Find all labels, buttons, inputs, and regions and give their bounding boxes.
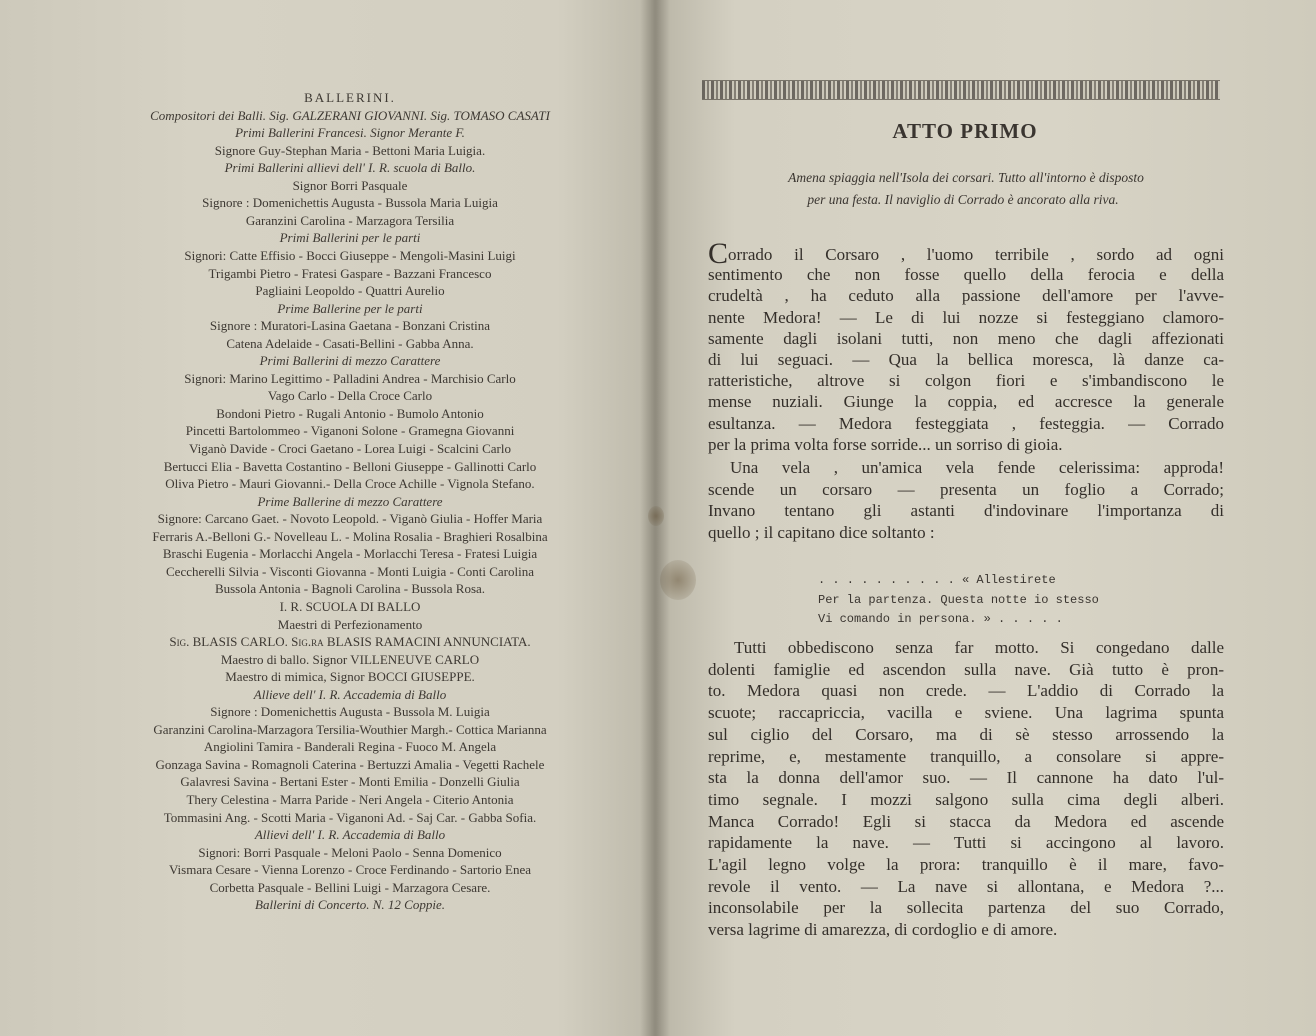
body-text-line: esultanza. — Medora festeggiata , festeggia. — Corrado bbox=[708, 413, 1224, 433]
cast-line: Maestro di ballo. Signor VILLENEUVE CARLO bbox=[220, 652, 480, 667]
body-text-line: crudeltà , ha ceduto alla passione dell'amore per l'avve- bbox=[708, 286, 1224, 306]
cast-line: Primi Ballerini allievi dell' I. R. scuola di Ballo. bbox=[224, 160, 476, 175]
body-text-line: di lui seguaci. — Qua la bellica moresca, là danze ca- bbox=[708, 350, 1224, 369]
cast-line: Signori: Marino Legittimo - Palladini Andrea - Marchisio Carlo bbox=[184, 371, 516, 386]
body-text-line: scende un corsaro — presenta un foglio a Corrado; bbox=[708, 480, 1224, 499]
cast-line: Signori: Borri Pasquale - Meloni Paolo - Senna Domenico bbox=[198, 845, 502, 860]
cast-line: Braschi Eugenia - Morlacchi Angela - Morlacchi Teresa - Fratesi Luigia bbox=[162, 546, 538, 561]
cast-line: Vago Carlo - Della Croce Carlo bbox=[267, 388, 433, 403]
cast-line: Primi Ballerini Francesi. Signor Merante F. bbox=[235, 125, 465, 140]
verse-line: . . . . . . . . . . « Allestirete bbox=[818, 573, 1056, 587]
section-heading: BALLERINI. bbox=[304, 90, 396, 105]
cast-line: Angiolini Tamira - Banderali Regina - Fuoco M. Angela bbox=[203, 739, 497, 754]
cast-line: Corbetta Pasquale - Bellini Luigi - Marzagora Cesare. bbox=[209, 880, 491, 895]
ornamental-header-band bbox=[702, 80, 1220, 100]
cast-line: Prime Ballerine per le parti bbox=[277, 301, 423, 316]
cast-line: Garanzini Carolina - Marzagora Tersilia bbox=[245, 213, 455, 228]
cast-line: Bussola Antonia - Bagnoli Carolina - Bussola Rosa. bbox=[214, 581, 486, 596]
cast-line: Gonzaga Savina - Romagnoli Caterina - Bertuzzi Amalia - Vegetti Rachele bbox=[155, 757, 545, 772]
body-text-line: per la prima volta forse sorride... un sorriso di gioia. bbox=[708, 434, 1063, 454]
body-text-line: reprime, e, mestamente tranquillo, a consolare si appre- bbox=[708, 747, 1224, 766]
body-text-line: scuote; raccapriccia, vacilla e sviene. Una lagrima spunta bbox=[708, 703, 1224, 722]
cast-line: Signori: Catte Effisio - Bocci Giuseppe - Mengoli-Masini Luigi bbox=[184, 248, 516, 263]
cast-line: Signore : Muratori-Lasina Gaetana - Bonzani Cristina bbox=[209, 318, 491, 333]
cast-line: Signore Guy-Stephan Maria - Bettoni Maria Luigia. bbox=[214, 143, 486, 158]
body-text-line: nente Medora! — Le di lui nozze si festeggiano clamoro- bbox=[708, 307, 1224, 327]
cast-line: Catena Adelaide - Casati-Bellini - Gabba Anna. bbox=[226, 336, 474, 351]
cast-line: Ceccherelli Silvia - Visconti Giovanna - Monti Luigia - Conti Carolina bbox=[166, 564, 534, 579]
verse-line: Vi comando in persona. » . . . . . bbox=[818, 612, 1063, 626]
cast-line: Viganò Davide - Croci Gaetano - Lorea Luigi - Scalcini Carlo bbox=[189, 441, 511, 456]
cast-line: Allieve dell' I. R. Accademia di Ballo bbox=[253, 687, 447, 702]
cast-line: Primi Ballerini per le parti bbox=[279, 230, 421, 245]
body-text-line: to. Medora quasi non crede. — L'addio di Corrado la bbox=[708, 681, 1224, 700]
cast-line: Galavresi Savina - Bertani Ester - Monti Emilia - Donzelli Giulia bbox=[180, 774, 520, 789]
body-text-line: rapidamente la nave. — Tutti si accingono al lavoro. bbox=[708, 833, 1224, 852]
cast-line: Vismara Cesare - Vienna Lorenzo - Croce Ferdinando - Sartorio Enea bbox=[168, 862, 532, 877]
cast-line: Trigambi Pietro - Fratesi Gaspare - Bazzani Francesco bbox=[208, 266, 492, 281]
body-text-line: Manca Corrado! Egli si stacca da Medora ed ascende bbox=[708, 812, 1224, 831]
body-text-line: Invano tentano gli astanti d'indovinare l'importanza di bbox=[708, 501, 1224, 520]
cast-line: Ballerini di Concerto. N. 12 Coppie. bbox=[255, 897, 445, 912]
stain-mark bbox=[660, 560, 696, 600]
cast-line: Signore: Carcano Gaet. - Novoto Leopold. - Viganò Giulia - Hoffer Maria bbox=[157, 511, 543, 526]
body-text-line: Tutti obbediscono senza far motto. Si congedano dalle bbox=[734, 638, 1224, 657]
body-text-line: quello ; il capitano dice soltanto : bbox=[708, 523, 935, 542]
cast-line: Signore : Domenichettis Augusta - Bussola M. Luigia bbox=[210, 704, 490, 719]
cast-line: Maestro di mimica, Signor BOCCI GIUSEPPE. bbox=[225, 669, 475, 684]
cast-line: Bertucci Elia - Bavetta Costantino - Belloni Giuseppe - Gallinotti Carlo bbox=[163, 459, 537, 474]
cast-line: Maestri di Perfezionamento bbox=[277, 617, 423, 632]
body-text-fragment: orrado il Corsaro , l'uomo terribile , sordo ad ogni bbox=[728, 245, 1224, 264]
cast-line: Garanzini Carolina-Marzagora Tersilia-Wouthier Margh.- Cottica Marianna bbox=[153, 722, 547, 737]
body-text-line: Una vela , un'amica vela fende celerissima: approda! bbox=[730, 458, 1224, 477]
body-text-line: sul ciglio del Corsaro, ma di sè stesso arrossendo la bbox=[708, 725, 1224, 744]
cast-line: Tommasini Ang. - Scotti Maria - Viganoni Ad. - Saj Car. - Gabba Sofia. bbox=[163, 810, 537, 825]
body-text-line: L'agil legno volge la prora: tranquillo è il mare, favo- bbox=[708, 855, 1224, 874]
body-text-line: sta la donna dell'amor suo. — Il cannone ha dato l'ul- bbox=[708, 768, 1224, 787]
stain-mark bbox=[648, 506, 664, 526]
body-text-line: inconsolabile per la sollecita partenza del suo Corrado, bbox=[708, 898, 1224, 917]
body-text-line bbox=[708, 237, 1224, 270]
scene-description-line: per una festa. Il naviglio di Corrado è ancorato alla riva. bbox=[807, 192, 1119, 207]
scene-description-line: Amena spiaggia nell'Isola dei corsari. Tutto all'intorno è disposto bbox=[788, 170, 1144, 185]
cast-line: Signore : Domenichettis Augusta - Bussola Maria Luigia bbox=[202, 195, 498, 210]
cast-line: I. R. SCUOLA DI BALLO bbox=[279, 599, 421, 614]
body-text-line: timo segnale. I mozzi salgono sulla cima degli alberi. bbox=[708, 790, 1224, 809]
cast-line: Sig. BLASIS CARLO. Sig.ra BLASIS RAMACINI ANNUNCIATA. bbox=[169, 634, 531, 649]
body-text-line: versa lagrime di amarezza, di cordoglio e di amore. bbox=[708, 920, 1058, 939]
act-title: ATTO PRIMO bbox=[892, 119, 1038, 143]
body-text-line: sentimento che non fosse quello della ferocia e della bbox=[708, 265, 1224, 285]
cast-line: Pagliaini Leopoldo - Quattri Aurelio bbox=[255, 283, 445, 298]
drop-cap-letter: C bbox=[708, 237, 729, 270]
cast-line: Ferraris A.-Belloni G.- Novelleau L. - Molina Rosalia - Braghieri Rosalbina bbox=[152, 529, 548, 544]
cast-line: Compositori dei Balli. Sig. GALZERANI GIOVANNI. Sig. TOMASO CASATI bbox=[150, 108, 550, 123]
body-text-line: ratteristiche, altrove si colgon fiori e s'imbandiscono le bbox=[708, 371, 1224, 391]
cast-line: Primi Ballerini di mezzo Carattere bbox=[259, 353, 441, 368]
verse-line: Per la partenza. Questa notte io stesso bbox=[818, 593, 1099, 607]
body-text-line: revole il vento. — La nave si allontana, e Medora ?... bbox=[708, 877, 1224, 896]
cast-line: Bondoni Pietro - Rugali Antonio - Bumolo Antonio bbox=[216, 406, 484, 421]
cast-line: Pincetti Bartolommeo - Viganoni Solone - Gramegna Giovanni bbox=[185, 423, 515, 438]
body-text-line: mense nuziali. Giunge la coppia, ed accresce la generale bbox=[708, 392, 1224, 412]
cast-line: Signor Borri Pasquale bbox=[292, 178, 408, 193]
body-text-line: dolenti famiglie ed ascendon sulla nave. Già tutto è pron- bbox=[708, 660, 1224, 679]
body-text-line: samente dagli isolani tutti, non meno che dagli affezionati bbox=[708, 328, 1224, 348]
cast-line: Prime Ballerine di mezzo Carattere bbox=[257, 494, 443, 509]
cast-line: Allievi dell' I. R. Accademia di Ballo bbox=[254, 827, 446, 842]
cast-line: Thery Celestina - Marra Paride - Neri Angela - Citerio Antonia bbox=[186, 792, 514, 807]
cast-line: Oliva Pietro - Mauri Giovanni.- Della Croce Achille - Vignola Stefano. bbox=[165, 476, 535, 491]
